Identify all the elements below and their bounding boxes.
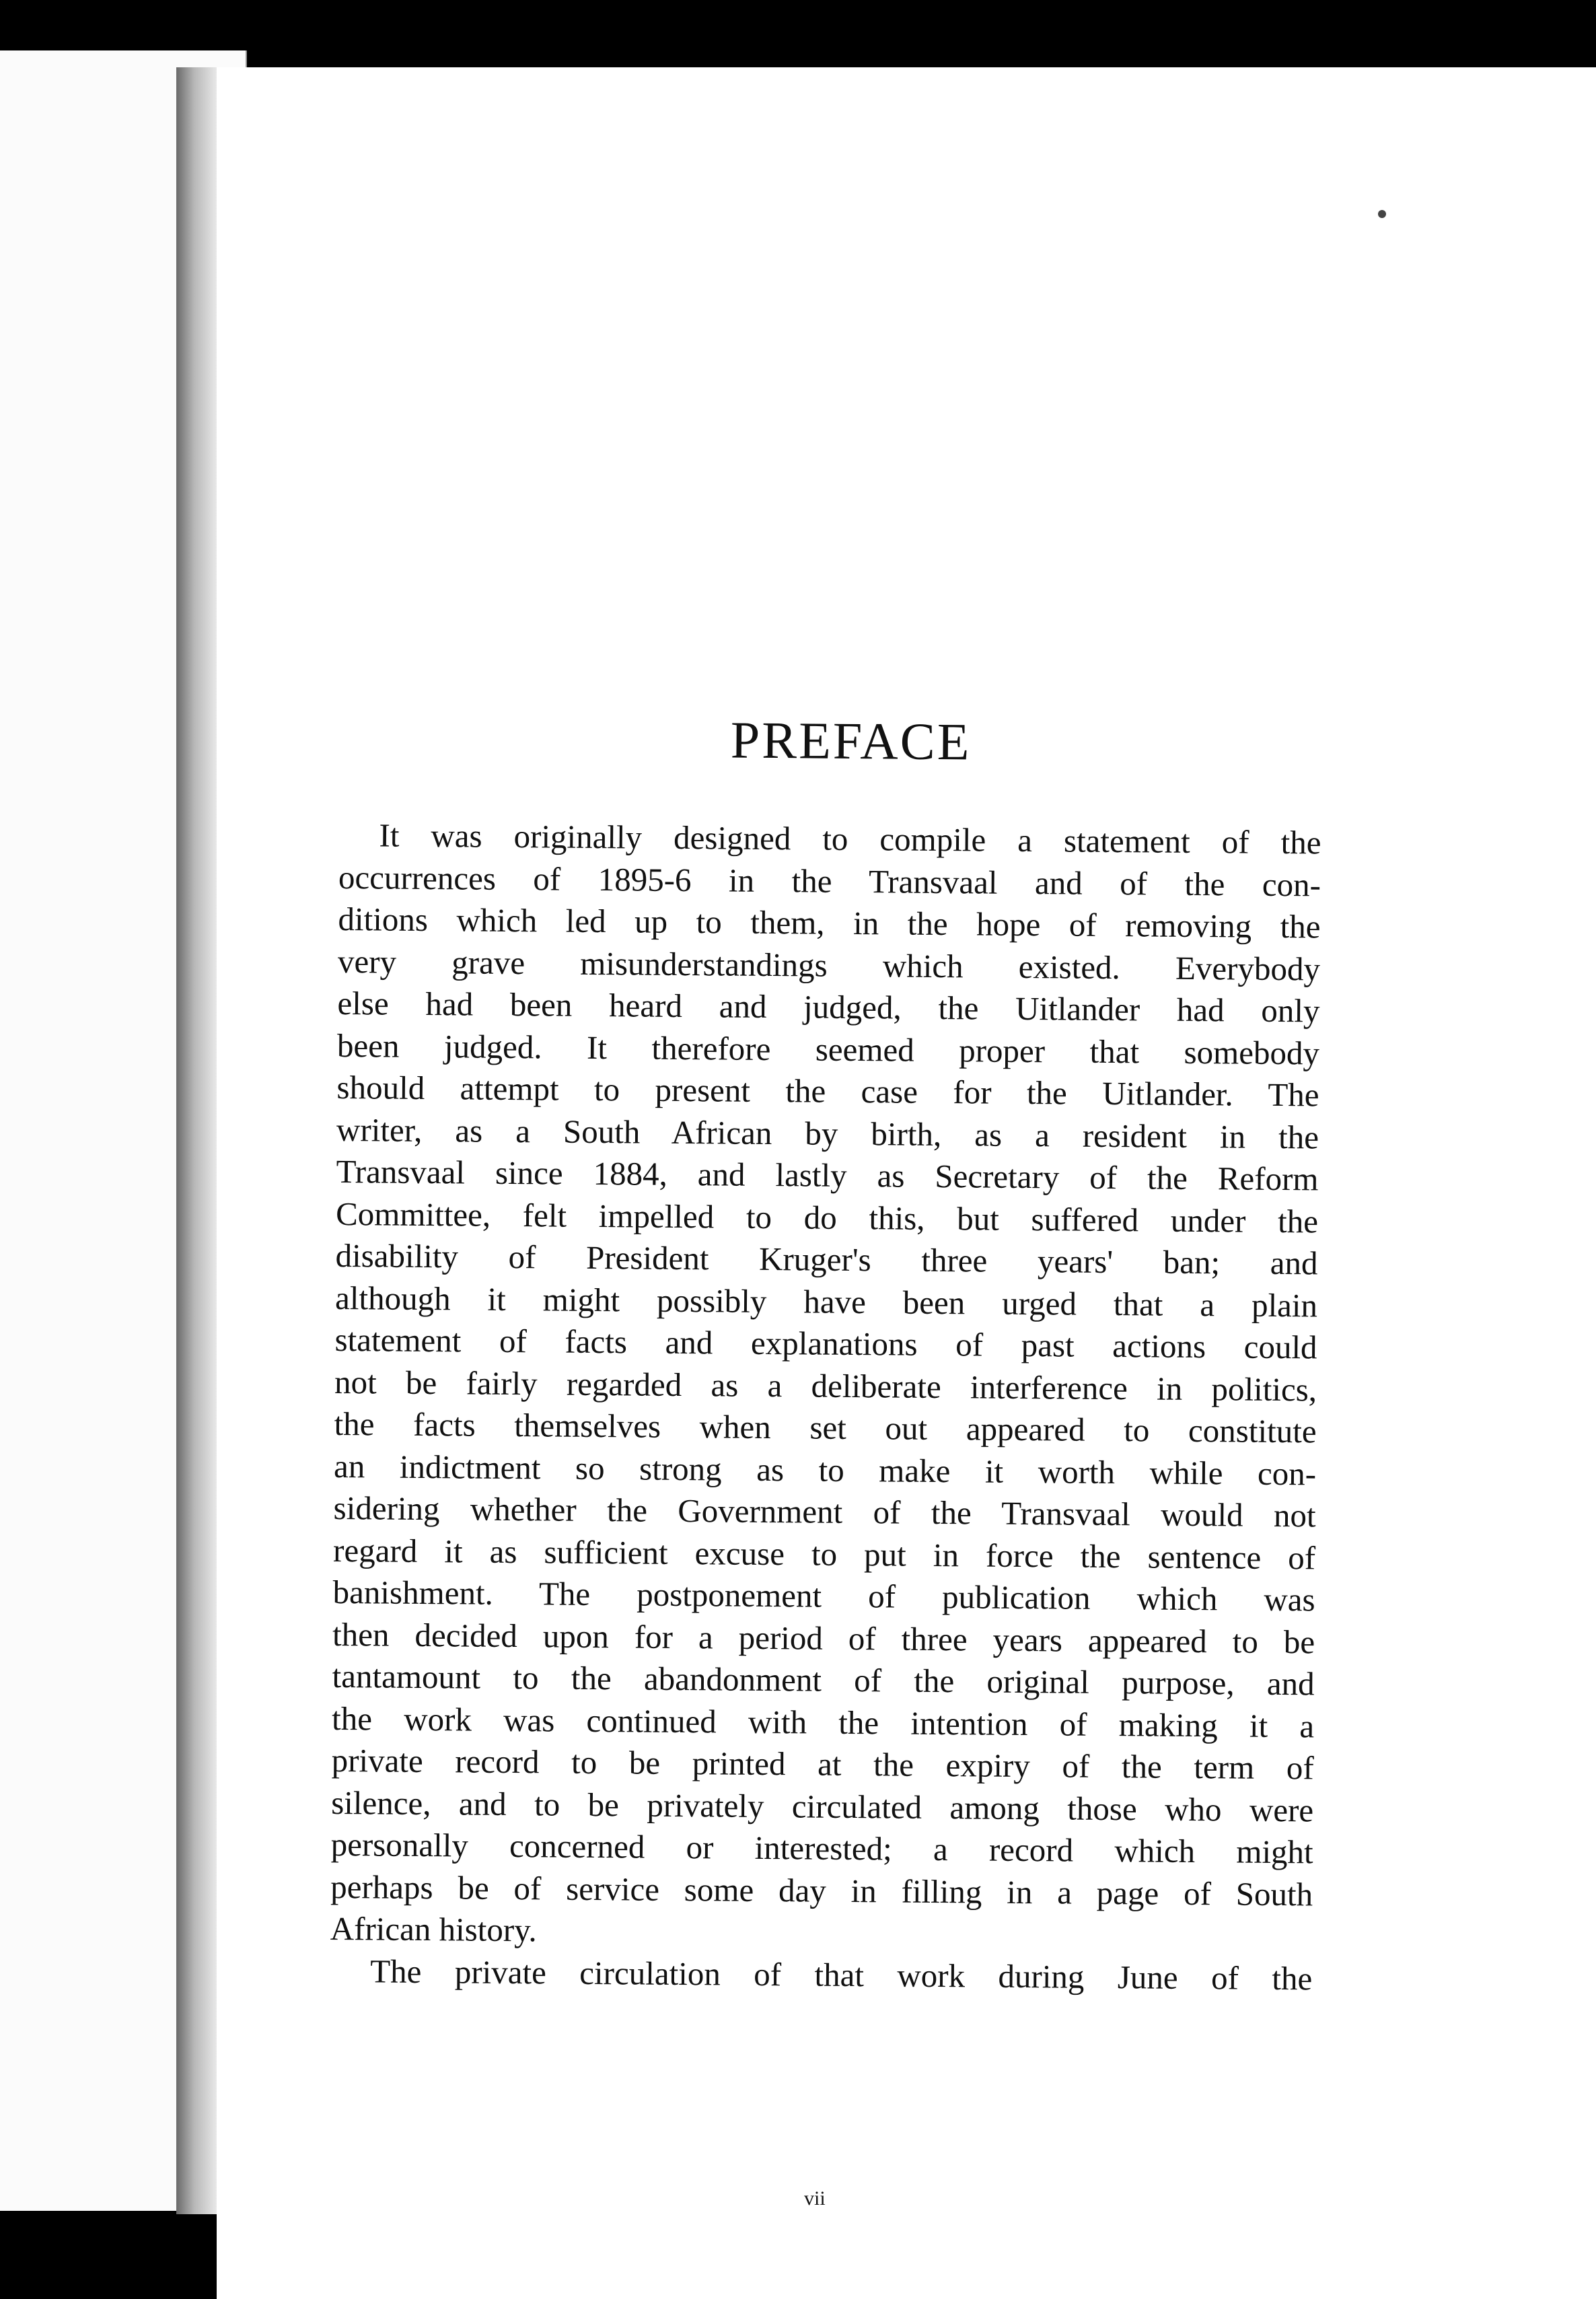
ink-speck <box>1378 210 1386 218</box>
page-number: vii <box>804 2187 826 2209</box>
text-line: statement of facts and explanations of past actions could <box>334 1320 1317 1366</box>
paragraph <box>330 814 1321 1958</box>
text-line: Committee, felt impelled to do this, but suffered under the <box>335 1195 1319 1240</box>
text-line: It was originally designed to compile a statement of the <box>379 816 1321 861</box>
text-line: then decided upon for a period of three years appeared to be <box>332 1615 1315 1660</box>
text-line: the facts themselves when set out appeared to constitute <box>334 1405 1317 1450</box>
text-line: African history. <box>330 1909 538 1949</box>
page-title: PREFACE <box>730 710 972 771</box>
text-line: sidering whether the Government of the Transvaal would not <box>333 1489 1316 1534</box>
text-line: regard it as sufficient excuse to put in force the sentence of <box>332 1531 1316 1576</box>
paragraph <box>330 1950 1312 2000</box>
text-block <box>330 707 1322 2000</box>
text-line: else had been heard and judged, the Uitlander had only <box>337 984 1320 1030</box>
text-line: should attempt to present the case for the Uitlander. The <box>336 1068 1319 1114</box>
text-line: perhaps be of service some day in filling in a page of South <box>330 1868 1313 1913</box>
text-line: occurrences of 1895-6 in the Transvaal and of the con- <box>338 858 1321 903</box>
book-gutter <box>176 67 217 2214</box>
text-line: The private circulation of that work during June of the <box>370 1952 1313 1997</box>
text-line: tantamount to the abandonment of the original purpose, and <box>332 1657 1315 1703</box>
text-line: although it might possibly have been urged that a plain <box>334 1279 1318 1324</box>
text-line: private record to be printed at the expiry of the term of <box>331 1741 1314 1787</box>
text-line: very grave misunderstandings which existed. Everybody <box>337 942 1321 987</box>
text-line: silence, and to be privately circulated among those who were <box>330 1783 1314 1829</box>
text-line: been judged. It therefore seemed proper that somebody <box>336 1026 1320 1071</box>
text-line: personally concerned or interested; a record which might <box>330 1825 1313 1871</box>
text-line: the work was continued with the intention of making it a <box>331 1699 1315 1744</box>
text-line: banishment. The postponement of publication which was <box>332 1573 1315 1619</box>
paragraphs <box>330 814 1321 2000</box>
text-line: writer, as a South African by birth, as a resident in the <box>336 1110 1319 1156</box>
text-line: disability of President Kruger's three years' ban; and <box>335 1236 1318 1282</box>
text-line: not be fairly regarded as a deliberate interference in politics, <box>334 1363 1317 1408</box>
text-line: Transvaal since 1884, and lastly as Secretary of the Reform <box>336 1152 1319 1198</box>
text-line: ditions which led up to them, in the hope of removing the <box>338 900 1321 946</box>
text-line: an indictment so strong as to make it worth while con- <box>333 1447 1317 1492</box>
